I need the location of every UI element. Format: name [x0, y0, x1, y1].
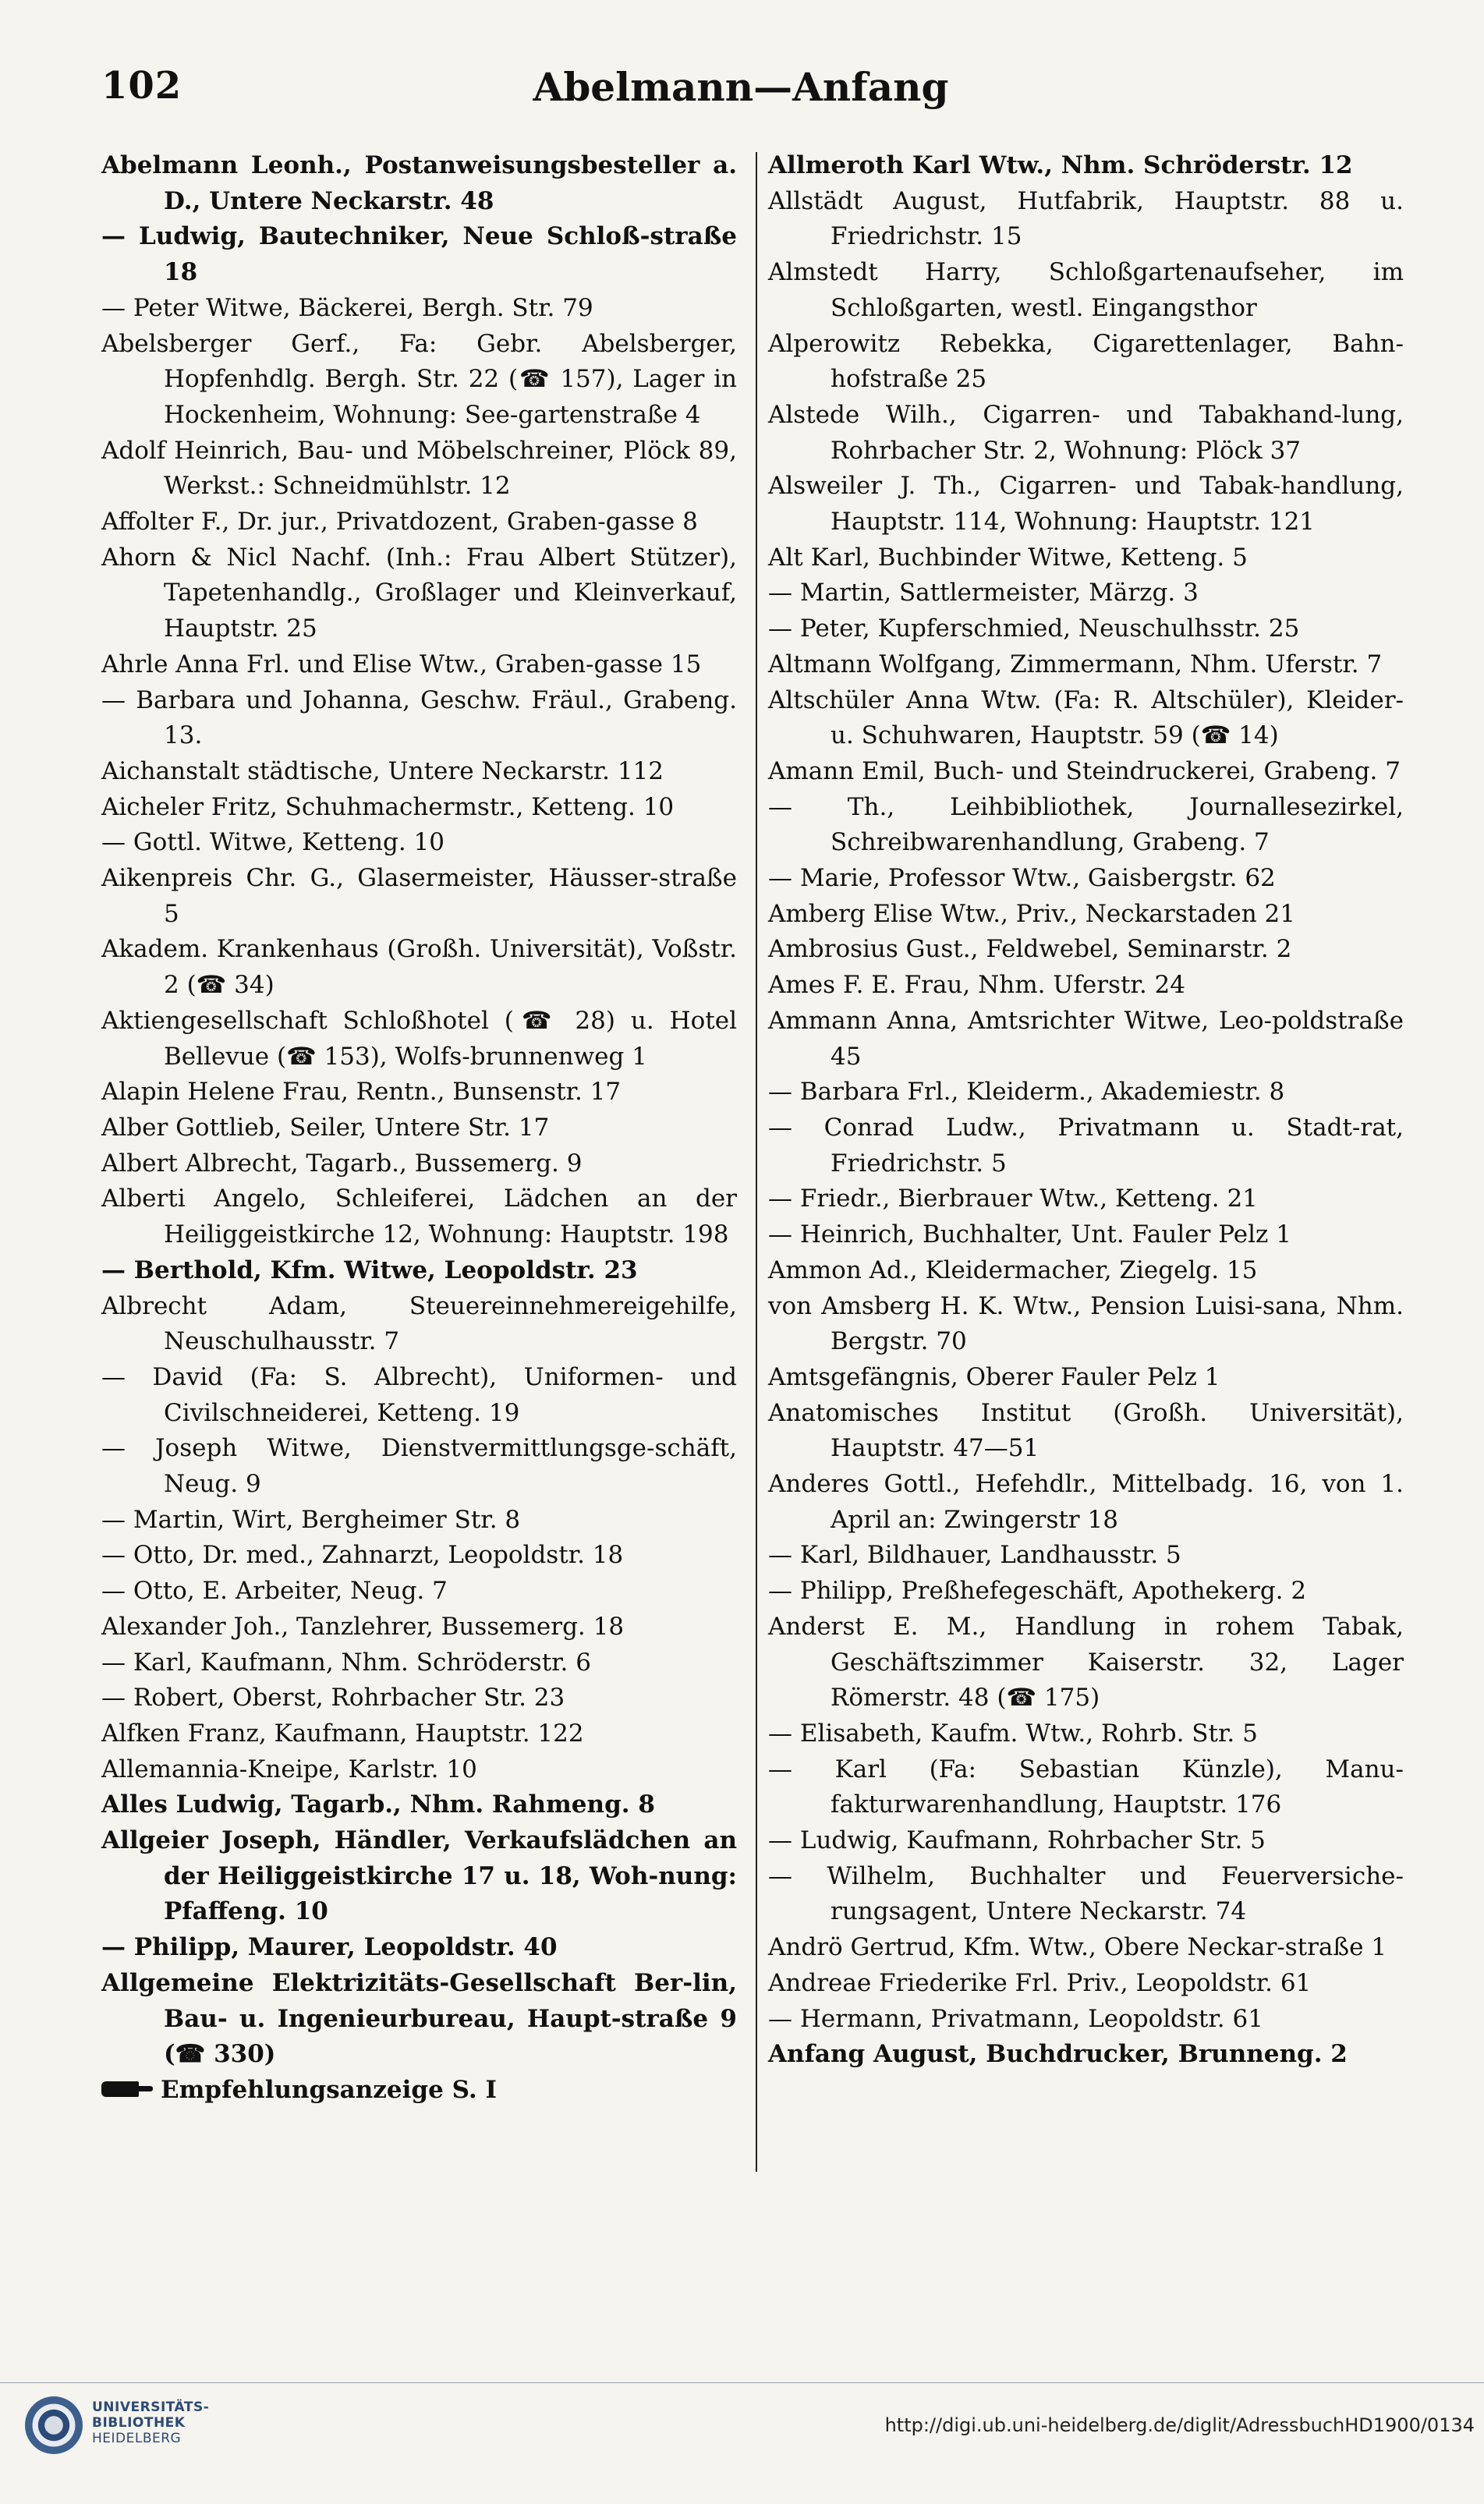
directory-entry: Anderes Gottl., Hefehdlr., Mittelbadg. 16, von 1. April an: Zwingerstr 18 [768, 1470, 1404, 1534]
directory-entry: Alfken Franz, Kaufmann, Hauptstr. 122 [101, 1719, 584, 1748]
directory-entry: Anfang August, Buchdrucker, Brunneng. 2 [768, 2040, 1348, 2069]
directory-entry: Ammon Ad., Kleidermacher, Ziegelg. 15 [768, 1256, 1258, 1284]
directory-entry: — Ludwig, Bautechniker, Neue Schloß-straße 18 [101, 222, 737, 287]
directory-entry: Alexander Joh., Tanzlehrer, Bussemerg. 18 [101, 1612, 625, 1641]
directory-entry: — Karl, Bildhauer, Landhausstr. 5 [768, 1541, 1181, 1570]
directory-entry: Andrö Gertrud, Kfm. Wtw., Obere Neckar-straße 1 [768, 1933, 1387, 1962]
directory-entry: — Barbara Frl., Kleiderm., Akademiestr. 8 [768, 1078, 1285, 1107]
directory-entry: Almstedt Harry, Schloßgartenaufseher, im Schloßgarten, westl. Eingangsthor [768, 258, 1404, 322]
directory-entry: von Amsberg H. K. Wtw., Pension Luisi-sana, Nhm. Bergstr. 70 [768, 1291, 1404, 1356]
directory-entry: Akadem. Krankenhaus (Großh. Universität), Voßstr. 2 (☎ 34) [101, 935, 737, 1000]
directory-entry: Allemannia-Kneipe, Karlstr. 10 [101, 1755, 477, 1783]
directory-entry: Abelmann Leonh., Postanweisungsbesteller a. D., Untere Neckarstr. 48 [101, 151, 737, 215]
logo-text-line: HEIDELBERG [92, 2431, 182, 2446]
directory-entry: Allgeier Joseph, Händler, Verkaufslädchen an der Heiliggeistkirche 17 u. 18, Woh-nung: Pfaffeng. 10 [101, 1826, 737, 1926]
directory-entry: — Martin, Wirt, Bergheimer Str. 8 [101, 1505, 521, 1534]
directory-entry: Andreae Friederike Frl. Priv., Leopoldstr. 61 [768, 1968, 1312, 1997]
directory-entry: Alt Karl, Buchbinder Witwe, Ketteng. 5 [768, 543, 1248, 572]
directory-entry: Allstädt August, Hutfabrik, Hauptstr. 88 u. Friedrichstr. 15 [768, 186, 1404, 251]
directory-entry: — Philipp, Maurer, Leopoldstr. 40 [101, 1933, 558, 1962]
directory-entry: — Elisabeth, Kaufm. Wtw., Rohrb. Str. 5 [768, 1719, 1258, 1748]
page-header [101, 55, 1380, 125]
directory-entry: Anatomisches Institut (Großh. Universität), Hauptstr. 47—51 [768, 1398, 1404, 1463]
directory-entry: Aktiengesellschaft Schloßhotel (☎ 28) u. Hotel Bellevue (☎ 153), Wolfs-brunnenweg 1 [101, 1006, 737, 1071]
directory-entry: Amann Emil, Buch- und Steindruckerei, Grabeng. 7 [768, 756, 1401, 785]
directory-entry: — Wilhelm, Buchhalter und Feuerversiche-rungsagent, Untere Neckarstr. 74 [768, 1861, 1404, 1926]
directory-entry: Aikenpreis Chr. G., Glasermeister, Häusser-straße 5 [101, 864, 737, 928]
directory-entry: Anderst E. M., Handlung in rohem Tabak, Geschäftszimmer Kaiserstr. 32, Lager Römerstr. 48 (☎ 175) [768, 1612, 1404, 1712]
directory-entry: — Peter Witwe, Bäckerei, Bergh. Str. 79 [101, 293, 593, 322]
directory-entry: Ambrosius Gust., Feldwebel, Seminarstr. 2 [768, 935, 1292, 964]
directory-entry: Ahorn & Nicl Nachf. (Inh.: Frau Albert Stützer), Tapetenhandlg., Großlager und Kleinverkauf, Hauptstr. 25 [101, 543, 737, 643]
page-number: 102 [101, 64, 182, 108]
directory-entry: Aichanstalt städtische, Untere Neckarstr. 112 [101, 756, 664, 785]
directory-entry: Albert Albrecht, Tagarb., Bussemerg. 9 [101, 1149, 583, 1178]
directory-entry: Alapin Helene Frau, Rentn., Bunsenstr. 17 [101, 1078, 622, 1107]
directory-entry: — Robert, Oberst, Rohrbacher Str. 23 [101, 1684, 565, 1712]
column-divider [756, 152, 757, 2172]
logo-text-line: UNIVERSITÄTS- [92, 2400, 210, 2415]
directory-entry: Alber Gottlieb, Seiler, Untere Str. 17 [101, 1113, 550, 1142]
directory-entry: — Gottl. Witwe, Ketteng. 10 [101, 828, 444, 857]
directory-entry: — Otto, Dr. med., Zahnarzt, Leopoldstr. 18 [101, 1541, 624, 1570]
directory-entry: — Marie, Professor Wtw., Gaisbergstr. 62 [768, 864, 1276, 893]
directory-entry: Affolter F., Dr. jur., Privatdozent, Graben-gasse 8 [101, 508, 698, 537]
directory-entry: Amberg Elise Wtw., Priv., Neckarstaden 21 [768, 899, 1296, 928]
directory-entry: Altschüler Anna Wtw. (Fa: R. Altschüler), Kleider- u. Schuhwaren, Hauptstr. 59 (☎ 14) [768, 685, 1404, 750]
directory-entry: — Ludwig, Kaufmann, Rohrbacher Str. 5 [768, 1826, 1266, 1855]
directory-entry: — Berthold, Kfm. Witwe, Leopoldstr. 23 [101, 1256, 638, 1284]
directory-entry: Allgemeine Elektrizitäts-Gesellschaft Ber-lin, Bau- u. Ingenieurbureau, Haupt-straße 9 (☎ 330) [101, 1968, 737, 2069]
directory-entry: Alles Ludwig, Tagarb., Nhm. Rahmeng. 8 [101, 1790, 655, 1819]
directory-entry: — Peter, Kupferschmied, Neuschulhsstr. 25 [768, 614, 1300, 643]
directory-entry: Abelsberger Gerf., Fa: Gebr. Abelsberger, Hopfenhdlg. Bergh. Str. 22 (☎ 157), Lager in Hockenheim, Wohnung: See-gartenstraße 4 [101, 329, 737, 429]
directory-entry: — Conrad Ludw., Privatmann u. Stadt-rat, Friedrichstr. 5 [768, 1113, 1404, 1178]
directory-entry: — Friedr., Bierbrauer Wtw., Ketteng. 21 [768, 1185, 1258, 1213]
directory-entry: Alberti Angelo, Schleiferei, Lädchen an der Heiliggeistkirche 12, Wohnung: Hauptstr. 198 [101, 1185, 737, 1249]
directory-entry: Alstede Wilh., Cigarren- und Tabakhand-lung, Rohrbacher Str. 2, Wohnung: Plöck 37 [768, 400, 1404, 465]
directory-entry: Ames F. E. Frau, Nhm. Uferstr. 24 [768, 971, 1185, 1000]
directory-entry: — Heinrich, Buchhalter, Unt. Fauler Pelz 1 [768, 1220, 1291, 1249]
directory-entry: Ahrle Anna Frl. und Elise Wtw., Graben-gasse 15 [101, 650, 702, 678]
directory-entry: — Karl, Kaufmann, Nhm. Schröderstr. 6 [101, 1648, 591, 1677]
directory-entry: — Joseph Witwe, Dienstvermittlungsge-schäft, Neug. 9 [101, 1434, 737, 1499]
left-column [101, 148, 737, 2191]
directory-entry: Altmann Wolfgang, Zimmermann, Nhm. Uferstr. 7 [768, 650, 1383, 678]
directory-entry: — Philipp, Preßhefegeschäft, Apothekerg. 2 [768, 1577, 1307, 1606]
directory-entry: Alsweiler J. Th., Cigarren- und Tabak-handlung, Hauptstr. 114, Wohnung: Hauptstr. 121 [768, 472, 1404, 537]
directory-entry: — Martin, Sattlermeister, Märzg. 3 [768, 579, 1199, 607]
directory-entry: — Hermann, Privatmann, Leopoldstr. 61 [768, 2004, 1263, 2033]
library-logo[interactable] [25, 2396, 228, 2482]
library-seal-icon [25, 2396, 83, 2454]
directory-entry: — Karl (Fa: Sebastian Künzle), Manu-fakturwarenhandlung, Hauptstr. 176 [768, 1755, 1404, 1819]
pointing-hand-icon [101, 2079, 153, 2099]
directory-entry: Ammann Anna, Amtsrichter Witwe, Leo-poldstraße 45 [768, 1006, 1404, 1071]
directory-entry: Allmeroth Karl Wtw., Nhm. Schröderstr. 12 [768, 151, 1353, 179]
running-head: Abelmann—Anfang [533, 64, 949, 110]
directory-entry: Adolf Heinrich, Bau- und Möbelschreiner, Plöck 89, Werkst.: Schneidmühlstr. 12 [101, 436, 737, 501]
directory-entry: Aicheler Fritz, Schuhmachermstr., Ketteng. 10 [101, 792, 675, 821]
advertisement-reference-text: Empfehlungsanzeige S. I [161, 2075, 497, 2104]
logo-text-line: BIBLIOTHEK [92, 2415, 186, 2431]
directory-entry: Alperowitz Rebekka, Cigarettenlager, Bahn-hofstraße 25 [768, 329, 1404, 394]
footer-divider [0, 2382, 1484, 2383]
directory-entry: — Th., Leihbibliothek, Journallesezirkel, Schreibwarenhandlung, Grabeng. 7 [768, 792, 1404, 857]
right-column [768, 148, 1404, 2191]
directory-entry: Amtsgefängnis, Oberer Fauler Pelz 1 [768, 1362, 1220, 1391]
directory-entry: — David (Fa: S. Albrecht), Uniformen- und Civilschneiderei, Ketteng. 19 [101, 1362, 737, 1427]
directory-entry: — Otto, E. Arbeiter, Neug. 7 [101, 1577, 448, 1606]
source-url[interactable]: http://digi.ub.uni-heidelberg.de/diglit/AdressbuchHD1900/0134 [884, 2414, 1475, 2436]
directory-entry: Albrecht Adam, Steuereinnehmereigehilfe, Neuschulhausstr. 7 [101, 1291, 737, 1356]
advertisement-reference [101, 2073, 737, 2109]
directory-entry: — Barbara und Johanna, Geschw. Fräul., Grabeng. 13. [101, 685, 737, 750]
